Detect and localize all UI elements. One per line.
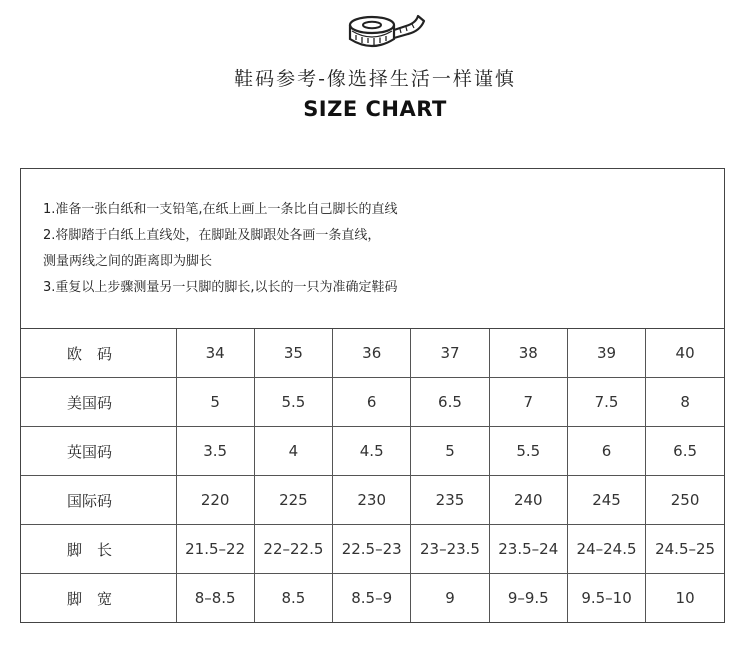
row-label: 英国码 [21,427,176,476]
table-row-us [21,378,724,427]
instruction-line: 3.重复以上步骤测量另一只脚的脚长,以长的一只为准确定鞋码 [43,280,398,295]
instruction-line: 测量两线之间的距离即为脚长 [43,254,213,269]
table-cell: 6 [333,378,411,427]
table-cell: 9.5–10 [567,574,645,623]
table-cell: 3.5 [176,427,254,476]
table-cell: 22–22.5 [254,525,332,574]
table-cell: 23.5–24 [489,525,567,574]
row-label: 欧 码 [21,329,176,378]
table-cell: 38 [489,329,567,378]
row-label: 美国码 [21,378,176,427]
table-cell: 8.5–9 [333,574,411,623]
table-cell: 21.5–22 [176,525,254,574]
table-cell: 5.5 [489,427,567,476]
table-cell: 9–9.5 [489,574,567,623]
table-cell: 230 [333,476,411,525]
table-cell: 39 [567,329,645,378]
table-cell: 240 [489,476,567,525]
table-cell: 8 [646,378,724,427]
table-cell: 24.5–25 [646,525,724,574]
table-cell: 34 [176,329,254,378]
table-cell: 22.5–23 [333,525,411,574]
table-cell: 245 [567,476,645,525]
row-label: 脚 长 [21,525,176,574]
table-cell: 6 [567,427,645,476]
table-cell: 36 [333,329,411,378]
measurement-instructions [21,169,724,329]
table-cell: 9 [411,574,489,623]
table-cell: 5 [411,427,489,476]
table-cell: 35 [254,329,332,378]
table-cell: 235 [411,476,489,525]
table-cell: 6.5 [411,378,489,427]
row-label: 国际码 [21,476,176,525]
table-cell: 5 [176,378,254,427]
table-row-uk [21,427,724,476]
table-cell: 7 [489,378,567,427]
table-cell: 220 [176,476,254,525]
table-row-intl [21,476,724,525]
instruction-line: 2.将脚踏于白纸上直线处，在脚趾及脚跟处各画一条直线， [43,228,381,243]
table-row-foot-width [21,574,724,623]
table-cell: 10 [646,574,724,623]
table-cell: 23–23.5 [411,525,489,574]
size-chart-box [20,168,725,623]
table-cell: 37 [411,329,489,378]
size-table [21,329,724,622]
table-cell: 4.5 [333,427,411,476]
table-cell: 7.5 [567,378,645,427]
table-cell: 250 [646,476,724,525]
table-cell: 6.5 [646,427,724,476]
measuring-tape-icon [346,12,426,52]
table-row-eu [21,329,724,378]
table-cell: 225 [254,476,332,525]
table-cell: 8–8.5 [176,574,254,623]
table-cell: 8.5 [254,574,332,623]
table-cell: 5.5 [254,378,332,427]
table-cell: 4 [254,427,332,476]
table-row-foot-length [21,525,724,574]
page-title-cn: 鞋码参考-像选择生活一样谨慎 [234,68,516,90]
instruction-line: 1.准备一张白纸和一支铅笔,在纸上画上一条比自己脚长的直线 [43,202,398,217]
table-cell: 40 [646,329,724,378]
row-label: 脚 宽 [21,574,176,623]
table-cell: 24–24.5 [567,525,645,574]
page-title-en: SIZE CHART [303,97,447,121]
